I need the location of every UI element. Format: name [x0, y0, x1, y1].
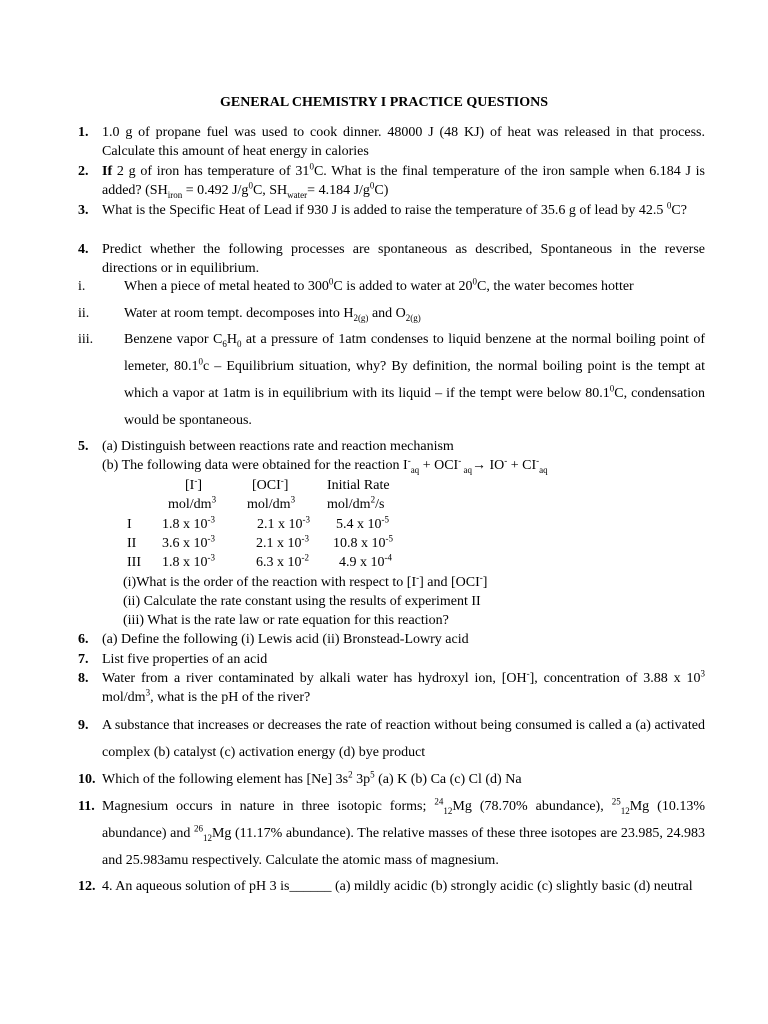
table-row-id: II	[127, 536, 137, 551]
question-text: 1.0 g of propane fuel was used to cook dinner. 48000 J (48 KJ) of heat was released in that process. Calculate this amount of heat energy in calories	[102, 125, 705, 159]
question-6	[78, 630, 705, 649]
table-cell: 3.6 x $10^{-3}$	[162, 533, 215, 551]
question-text: Predict whether the following processes are spontaneous as described, Spontaneous in the reverse directions or in equilibrium.	[102, 242, 705, 276]
question-1	[78, 123, 705, 161]
subquestion-4-i: i. When a piece of metal heated to $300^0C$ is added to water at $20^0C$, the water becomes hotter	[78, 276, 634, 294]
question-text: (a) Distinguish between reactions rate and reaction mechanism	[102, 439, 454, 454]
question-number: 11.	[78, 799, 95, 814]
page-title: GENERAL CHEMISTRY I PRACTICE QUESTIONS	[219, 95, 549, 110]
subquestion-4-ii: ii. Water at room tempt. decomposes into $H_{2(g)}$ and $O_{2(g)}$	[78, 306, 421, 323]
table-unit: mol/$dm^3$	[247, 494, 296, 512]
subquestion-5-ii: (ii) Calculate the rate constant using the results of experiment II	[123, 594, 481, 609]
table-cell: 5.4 x $10^{-5}$	[336, 514, 389, 532]
table-cell: 4.9 x $10^{-4}$	[339, 552, 392, 570]
question-number: 2.	[78, 164, 89, 179]
table-header: Initial Rate	[327, 478, 390, 493]
question-text: A substance that increases or decreases the rate of reaction without being consumed is called a (a) activated complex (b) catalyst (c) activation energy (d) bye product	[102, 718, 705, 760]
question-3	[78, 201, 705, 220]
table-cell: 1.8 x $10^{-3}$	[162, 552, 215, 570]
question-text: List five properties of an acid	[102, 652, 268, 667]
question-text: 4. An aqueous solution of pH 3 is______ (a) mildly acidic (b) strongly acidic (c) slightly basic (d) neutral	[102, 879, 693, 894]
question-2	[78, 162, 705, 200]
table-header: [OCI-]	[252, 475, 289, 493]
question-8	[78, 669, 705, 707]
question-number: 10.	[78, 772, 96, 787]
table-cell: 6.3 x $10^{-2}$	[256, 552, 309, 570]
question-text-b: (b) The following data were obtained for the reaction $I^-_{aq} + OCI^-$ $_{aq}\to IO^- + CI^-_{aq}$	[102, 455, 548, 475]
subquestion-5-i: (i)What is the order of the reaction with respect to [I-] and [OCI-]	[123, 572, 488, 590]
question-text: What is the Specific Heat of Lead if 930 J is added to raise the temperature of 35.6 g of lead by 42.5 $^0$C?	[102, 200, 687, 218]
table-row-id: III	[127, 555, 141, 570]
question-text: Which of the following element has [Ne] $3s^2$ $3p^5$ (a) K (b) Ca (c) Cl (d) Na	[102, 769, 522, 787]
question-number: 6.	[78, 632, 89, 647]
subquestion-5-iii: (iii) What is the rate law or rate equation for this reaction?	[123, 613, 449, 628]
table-header: [I-]	[185, 475, 202, 493]
question-text: If 2 g of iron has temperature of $31^0C$. What is the final temperature of the iron sample when 6.184 J is added? ($SH_{iron} = 0.492$ $J/g^0C$, $SH_{water}= 4.184$ $J/g^0C$)	[102, 161, 705, 200]
question-5	[78, 437, 705, 475]
question-12	[78, 873, 705, 900]
table-cell: 2.1 x $10^{-3}$	[257, 514, 310, 532]
question-number: 12.	[78, 879, 96, 894]
question-7	[78, 650, 705, 669]
question-number: 3.	[78, 203, 89, 218]
question-9	[78, 712, 705, 766]
question-number: 5.	[78, 439, 89, 454]
question-text: Magnesium occurs in nature in three isotopic forms; $^{24}_{12}$Mg (78.70% abundance), $^{25}_{12}$Mg (10.13% abundance) and $^{26}_{12}$Mg (11.17% abundance). The relative masses of these three isotopes are 23.985, 24.983 and 25.983amu respectively. Calculate the atomic mass of magnesium.	[102, 796, 706, 868]
question-number: 1.	[78, 125, 89, 140]
table-row-id: I	[127, 517, 132, 532]
question-10	[78, 766, 705, 793]
table-cell: 10.8 x $10^{-5}$	[333, 533, 393, 551]
subquestion-4-iii: iii. Benzene vapor $C_6H_0$ at a pressure of 1atm condenses to liquid benzene at the normal boiling point of lemeter, 80.1$^0$c – Equilibrium situation, why? By definition, the normal boiling point is the tempt at which a vapor at 1atm is in equilibrium with its liquid – if the tempt were below 80.1$^0$C, condensation would be spontaneous.	[78, 332, 705, 428]
table-unit: mol/$dm^3$	[168, 494, 217, 512]
question-number: 7.	[78, 652, 89, 667]
question-number: 4.	[78, 242, 89, 257]
question-number: 8.	[78, 671, 89, 686]
question-11	[78, 793, 705, 874]
question-text: Water from a river contaminated by alkali water has hydroxyl ion, [OH-], concentration of 3.88 x $10^3$ mol/$dm^3$, what is the pH of the river?	[102, 668, 706, 705]
question-4	[78, 240, 705, 278]
table-cell: 1.8 x $10^{-3}$	[162, 514, 215, 532]
question-text: (a) Define the following (i) Lewis acid (ii) Bronstead-Lowry acid	[102, 632, 469, 647]
question-number: 9.	[78, 718, 89, 733]
table-cell: 2.1 x $10^{-3}$	[256, 533, 309, 551]
table-unit: mol/$dm^2/s$	[327, 494, 385, 512]
